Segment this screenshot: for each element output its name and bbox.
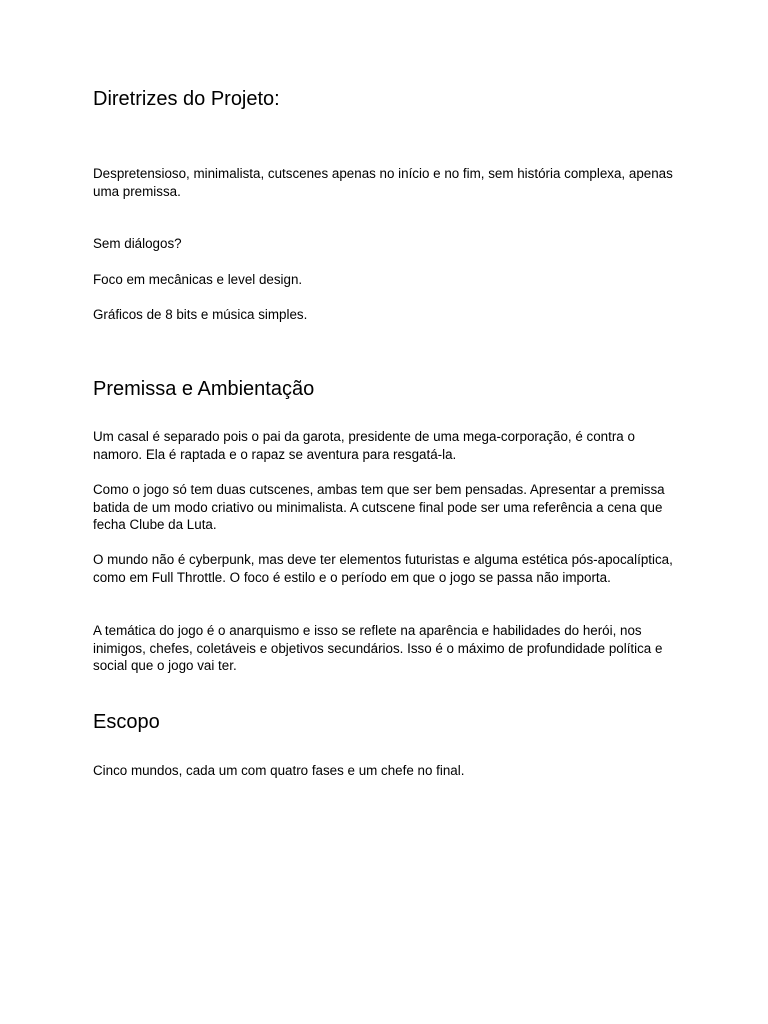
section-heading-escopo: Escopo [93,711,160,733]
section-heading-diretrizes: Diretrizes do Projeto: [93,88,280,110]
paragraph-escopo-1: Cinco mundos, cada um com quatro fases e um chefe no final. [93,763,465,778]
paragraph-diretrizes-2: Sem diálogos? [93,236,182,251]
section-heading-premissa: Premissa e Ambientação [93,378,315,400]
paragraph-premissa-2: Como o jogo só tem duas cutscenes, ambas tem que ser bem pensadas. Apresentar a premissa batida de um modo criativo ou minimalista. A cutscene final pode ser uma referência a cena que fecha Clube da Luta. [93,482,665,532]
paragraph-diretrizes-1: Despretensioso, minimalista, cutscenes apenas no início e no fim, sem história complexa, apenas uma premissa. [93,166,673,199]
paragraph-diretrizes-4: Gráficos de 8 bits e música simples. [93,307,308,322]
paragraph-premissa-1: Um casal é separado pois o pai da garota, presidente de uma mega-corporação, é contra o namoro. Ela é raptada e o rapaz se aventura para resgatá-la. [93,429,635,462]
paragraph-premissa-4: A temática do jogo é o anarquismo e isso se reflete na aparência e habilidades do herói, nos inimigos, chefes, coletáveis e objetivos secundários. Isso é o máximo de profundidade política e social que o jogo vai ter. [93,623,663,673]
paragraph-diretrizes-3: Foco em mecânicas e level design. [93,272,303,287]
paragraph-premissa-3: O mundo não é cyberpunk, mas deve ter elementos futuristas e alguma estética pós-apocalíptica, como em Full Throttle. O foco é estilo e o período em que o jogo se passa não importa. [93,552,673,585]
